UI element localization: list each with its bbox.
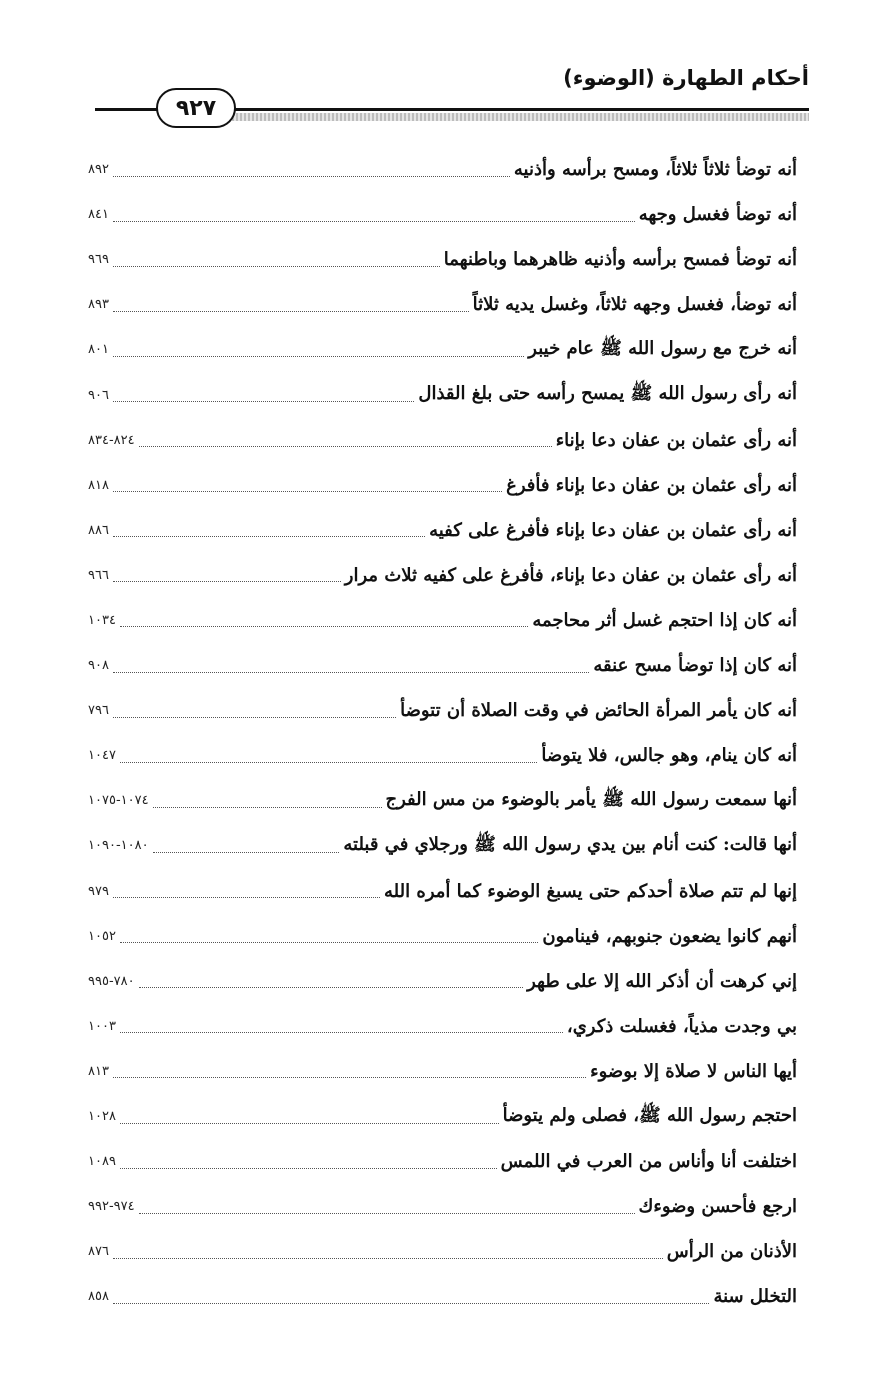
dot-leader — [113, 490, 502, 492]
dot-leader — [139, 986, 523, 988]
dot-leader — [113, 1076, 586, 1078]
entry-text: أنه كان يأمر المرأة الحائض في وقت الصلاة أن تتوضأ — [400, 700, 797, 722]
dot-leader — [113, 1302, 709, 1304]
entry-text: أنه كان ينام، وهو جالس، فلا يتوضأ — [541, 745, 797, 767]
entry-page-ref: ١٠٤٧ — [88, 748, 116, 764]
entry-text: أيها الناس لا صلاة إلا بوضوء — [590, 1060, 797, 1082]
index-entry — [88, 1184, 797, 1229]
entry-page-ref: ٩٧٩ — [88, 883, 109, 899]
dot-leader — [113, 400, 414, 402]
dot-leader — [113, 716, 396, 718]
index-entry — [88, 192, 797, 237]
entry-text: أنه رأى عثمان بن عفان دعا بإناء فأفرغ — [506, 474, 797, 496]
entry-text: أنه كان إذا توضأ مسح عنقه — [593, 655, 797, 677]
entry-text: أنه رأى عثمان بن عفان دعا بإناء فأفرغ على كفيه — [429, 519, 797, 541]
index-entry — [88, 598, 797, 643]
entry-page-ref: ٨٤١ — [88, 207, 109, 223]
index-entry — [88, 869, 797, 914]
entry-text: أنه خرج مع رسول الله ﷺ عام خيبر — [528, 337, 797, 359]
entry-text: احتجم رسول الله ﷺ، فصلى ولم يتوضأ — [502, 1104, 797, 1126]
index-entry — [88, 643, 797, 688]
entry-page-ref: ١٠٠٣ — [88, 1018, 116, 1034]
entry-page-ref: ٩٠٦ — [88, 387, 109, 403]
entry-page-ref: ٧٩٦ — [88, 703, 109, 719]
entry-page-ref: ٨٩٣ — [88, 297, 109, 313]
index-entry — [88, 553, 797, 598]
dot-leader — [113, 535, 425, 537]
dot-leader — [113, 220, 635, 222]
dot-leader — [113, 265, 440, 267]
dot-leader — [113, 355, 524, 357]
entry-page-ref: ٧٨٠-٩٩٥ — [88, 973, 135, 989]
entry-page-ref: ٨٨٦ — [88, 522, 109, 538]
index-entry — [88, 327, 797, 372]
index-entry — [88, 282, 797, 327]
entry-text: أنها سمعت رسول الله ﷺ يأمر بالوضوء من مس الفرج — [385, 788, 797, 810]
dot-leader — [120, 761, 537, 763]
entry-page-ref: ٩٦٩ — [88, 252, 109, 268]
entry-page-ref: ١٠٥٢ — [88, 928, 116, 944]
dot-leader — [153, 806, 382, 808]
dot-leader — [113, 310, 469, 312]
entry-page-ref: ١٠٣٤ — [88, 612, 116, 628]
entry-text: أنه توضأ، فغسل وجهه ثلاثاً، وغسل يديه ثلاثاً — [472, 294, 797, 316]
entry-page-ref: ٨٥٨ — [88, 1289, 109, 1305]
entry-page-ref: ٨٩٢ — [88, 162, 109, 178]
entry-text: أنه توضأ ثلاثاً ثلاثاً، ومسح برأسه وأذنيه — [513, 159, 797, 181]
entry-page-ref: ٩٧٤-٩٩٢ — [88, 1199, 135, 1215]
dot-leader — [120, 1167, 497, 1169]
index-entry — [88, 823, 797, 868]
entry-text: اختلفت أنا وأناس من العرب في اللمس — [500, 1151, 797, 1173]
entry-text: إنها لم تتم صلاة أحدكم حتى يسبغ الوضوء كما أمره الله — [384, 880, 797, 902]
dot-leader — [113, 175, 510, 177]
dot-leader — [120, 1031, 563, 1033]
entry-text: أنها قالت: كنت أنام بين يدي رسول الله ﷺ ورجلاي في قبلته — [343, 833, 797, 855]
entry-text: أنه رأى عثمان بن عفان دعا بإناء — [555, 429, 797, 451]
dot-leader — [153, 851, 340, 853]
page-number: ٩٢٧ — [156, 88, 236, 128]
entry-text: أنه رأى رسول الله ﷺ يمسح رأسه حتى بلغ القذال — [418, 383, 797, 405]
index-entry — [88, 508, 797, 553]
index-entry — [88, 914, 797, 959]
index-entry — [88, 1094, 797, 1139]
entry-text: ارجع فأحسن وضوءك — [638, 1196, 797, 1218]
dot-leader — [113, 896, 380, 898]
index-entry — [88, 237, 797, 282]
dot-leader — [120, 941, 538, 943]
dot-leader — [139, 1212, 635, 1214]
entry-text: إني كرهت أن أذكر الله إلا على طهر — [527, 970, 797, 992]
entry-text: الأذنان من الرأس — [666, 1241, 797, 1263]
entry-page-ref: ٨٢٤-٨٣٤ — [88, 432, 135, 448]
entry-text: أنه رأى عثمان بن عفان دعا بإناء، فأفرغ على كفيه ثلاث مرار — [344, 564, 797, 586]
entry-page-ref: ١٠٧٤-١٠٧٥ — [88, 793, 149, 809]
page-header — [0, 0, 879, 140]
entry-page-ref: ١٠٢٨ — [88, 1109, 116, 1125]
entry-page-ref: ١٠٨٠-١٠٩٠ — [88, 838, 149, 854]
dot-leader — [113, 671, 589, 673]
entry-text: التخلل سنة — [713, 1286, 797, 1308]
header-rule-shading — [232, 113, 809, 121]
entry-text: أنه كان إذا احتجم غسل أثر محاجمه — [532, 609, 797, 631]
index-entry — [88, 147, 797, 192]
index-entry — [88, 1274, 797, 1319]
book-title: أحكام الطهارة (الوضوء) — [563, 66, 809, 90]
index-entry — [88, 463, 797, 508]
index-entry — [88, 1139, 797, 1184]
index-entry — [88, 1004, 797, 1049]
entry-page-ref: ٩٠٨ — [88, 658, 109, 674]
dot-leader — [120, 1122, 499, 1124]
index-entry — [88, 1229, 797, 1274]
entry-page-ref: ٨١٨ — [88, 477, 109, 493]
index-entry — [88, 372, 797, 417]
entry-text: بي وجدت مذياً، فغسلت ذكري، — [566, 1015, 797, 1037]
dot-leader — [113, 1257, 663, 1259]
entry-page-ref: ٨٠١ — [88, 342, 109, 358]
entry-page-ref: ٨١٣ — [88, 1063, 109, 1079]
dot-leader — [113, 580, 341, 582]
index-entry — [88, 1049, 797, 1094]
index-entry — [88, 778, 797, 823]
index-entry-list — [88, 147, 797, 1319]
entry-text: أنه توضأ فمسح برأسه وأذنيه ظاهرهما وباطنهما — [443, 249, 797, 271]
entry-page-ref: ٩٦٦ — [88, 567, 109, 583]
index-entry — [88, 959, 797, 1004]
index-entry — [88, 733, 797, 778]
dot-leader — [139, 445, 552, 447]
index-entry — [88, 418, 797, 463]
entry-text: أنه توضأ فغسل وجهه — [638, 204, 797, 226]
entry-page-ref: ١٠٨٩ — [88, 1154, 116, 1170]
dot-leader — [120, 625, 528, 627]
entry-page-ref: ٨٧٦ — [88, 1244, 109, 1260]
index-entry — [88, 688, 797, 733]
entry-text: أنهم كانوا يضعون جنوبهم، فينامون — [542, 925, 797, 947]
